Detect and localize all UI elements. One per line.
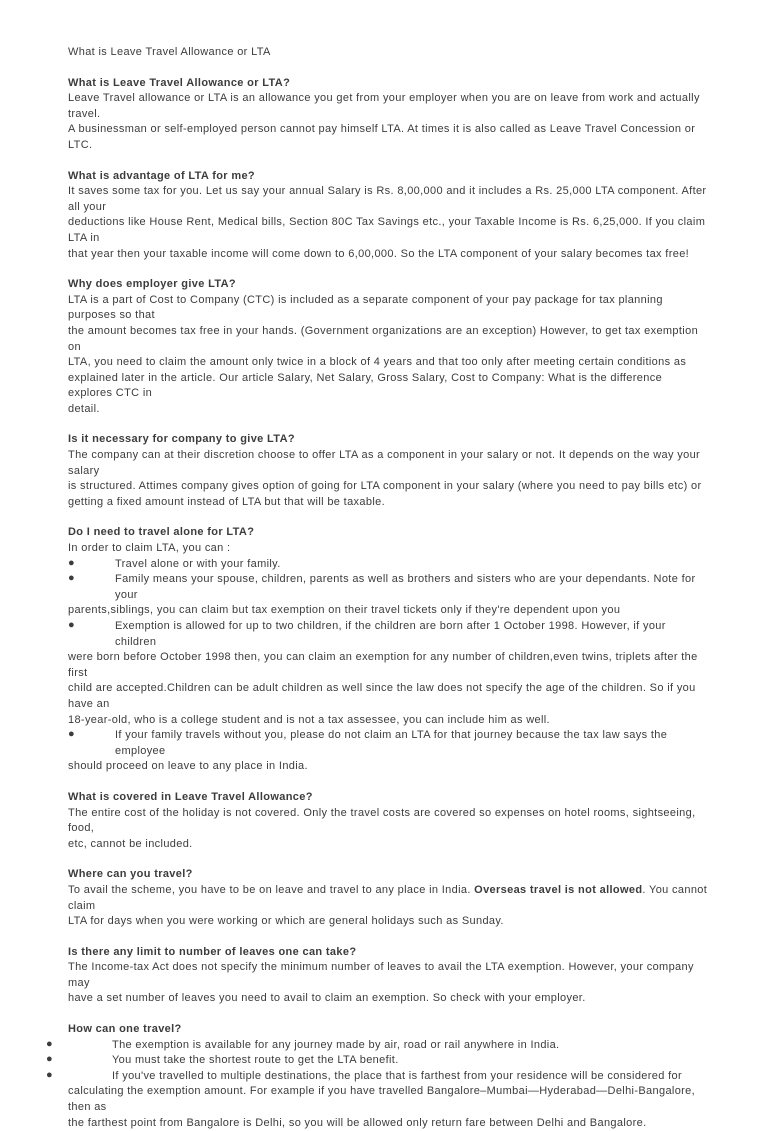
paragraph-line: the amount becomes tax free in your hands. (Government organizations are an exception) However, to get tax exemption on [68, 324, 699, 353]
section-travel-alone [68, 525, 708, 775]
text-run: To avail the scheme, you have to be on leave and travel to any place in India. [68, 883, 475, 896]
paragraph-line: is structured. Attimes company gives option of going for LTA component in your salary (where you need to pay bills etc) or [68, 480, 702, 493]
paragraph-line [68, 883, 708, 914]
section-what-is-lta [68, 76, 708, 154]
paragraph-line: etc, cannot be included. [68, 837, 193, 850]
section-leave-limit [68, 945, 708, 1007]
paragraph-line: have a set number of leaves you need to avail to claim an exemption. So check with your employer. [68, 992, 586, 1005]
bullet-item [46, 1068, 708, 1131]
bullet-line: If your family travels without you, please do not claim an LTA for that journey because the tax law says the employee [115, 729, 668, 757]
bullet-line: the farthest point from Bangalore is Delhi, so you will be allowed only return fare between Delhi and Bangalore. [68, 1116, 647, 1129]
section-heading: Where can you travel? [68, 868, 193, 881]
bullet-line: should proceed on leave to any place in India. [68, 760, 308, 773]
bullet-line: Travel alone or with your family. [115, 557, 281, 570]
bullet-line: If you've travelled to multiple destinations, the place that is farthest from your residence will be considered for [112, 1069, 683, 1082]
paragraph-line: LTA for days when you were working or which are general holidays such as Sunday. [68, 915, 504, 928]
bullet-line: You must take the shortest route to get the LTA benefit. [112, 1054, 399, 1067]
paragraph-line: explained later in the article. Our article Salary, Net Salary, Gross Salary, Cost to Company: What is the difference explores CTC in [68, 371, 663, 400]
paragraph-line: LTA, you need to claim the amount only twice in a block of 4 years and that too only after meeting certain conditions as [68, 356, 687, 369]
bullet-icon: ● [68, 572, 75, 585]
paragraph-line: A businessman or self-employed person cannot pay himself LTA. At times it is also called as Leave Travel Concession or LTC. [68, 123, 696, 151]
paragraph-line: The entire cost of the holiday is not covered. Only the travel costs are covered so expenses on hotel rooms, sightseeing, food, [68, 806, 696, 835]
bullet-item [68, 557, 708, 573]
section-heading: Why does employer give LTA? [68, 278, 236, 291]
paragraph-line: LTA is a part of Cost to Company (CTC) is included as a separate component of your pay package for tax planning purposes so that [68, 293, 663, 322]
bullet-line: Exemption is allowed for up to two children, if the children are born after 1 October 1998. However, if your children [115, 620, 666, 648]
bullet-line: parents,siblings, you can claim but tax exemption on their travel tickets only if they're dependent upon you [68, 604, 621, 617]
bullet-item [68, 728, 708, 775]
bullet-line: calculating the exemption amount. For example if you have travelled Bangalore–Mumbai—Hyderabad—Delhi-Bangalore, then as [68, 1085, 696, 1114]
section-why-employer [68, 277, 708, 417]
section-heading: Is there any limit to number of leaves one can take? [68, 945, 357, 958]
section-heading: What is covered in Leave Travel Allowance? [68, 790, 313, 803]
paragraph-line: detail. [68, 402, 100, 415]
section-covered [68, 790, 708, 852]
bullet-line: Family means your spouse, children, parents as well as brothers and sisters who are your dependants. Note for your [115, 573, 696, 601]
section-heading: What is Leave Travel Allowance or LTA? [68, 76, 291, 89]
paragraph-line: getting a fixed amount instead of LTA but that will be taxable. [68, 495, 385, 508]
bullet-item [46, 1053, 708, 1069]
bullet-icon: ● [68, 728, 75, 741]
section-heading: Is it necessary for company to give LTA? [68, 433, 295, 446]
section-how-travel [46, 1022, 708, 1131]
section-heading: What is advantage of LTA for me? [68, 169, 256, 182]
bullet-item [68, 619, 708, 728]
section-heading: How can one travel? [68, 1023, 182, 1036]
paragraph-line: Leave Travel allowance or LTA is an allowance you get from your employer when you are on leave from work and actually travel. [68, 92, 700, 120]
text-run: . You cannot claim [68, 883, 708, 912]
bullet-icon: ● [68, 619, 75, 631]
bullet-icon: ● [68, 556, 75, 569]
bullet-icon: ● [46, 1068, 53, 1081]
paragraph-line: It saves some tax for you. Let us say your annual Salary is Rs. 8,00,000 and it includes a Rs. 25,000 LTA component. After all your [68, 185, 707, 213]
paragraph-line: In order to claim LTA, you can : [68, 542, 231, 555]
section-heading: Do I need to travel alone for LTA? [68, 526, 255, 539]
bullet-icon: ● [46, 1053, 53, 1066]
paragraph-line: The company can at their discretion choose to offer LTA as a component in your salary or not. It depends on the way your salary [68, 449, 701, 477]
paragraph-line: deductions like House Rent, Medical bills, Section 80C Tax Savings etc., your Taxable Income is Rs. 6,25,000. If you claim LTA in [68, 216, 706, 244]
section-where-travel [68, 867, 708, 929]
bullet-line: 18-year-old, who is a college student and is not a tax assessee, you can include him as well. [68, 713, 550, 726]
paragraph-line: that year then your taxable income will come down to 6,00,000. So the LTA component of your salary becomes tax free! [68, 247, 690, 260]
bullet-icon: ● [46, 1037, 53, 1050]
bullet-item [68, 572, 708, 619]
bullet-item [46, 1037, 708, 1054]
document-title: What is Leave Travel Allowance or LTA [68, 46, 271, 58]
bullet-line: were born before October 1998 then, you can claim an exemption for any number of children,even twins, triplets after the first [68, 651, 698, 679]
bullet-line: The exemption is available for any journey made by air, road or rail anywhere in India. [112, 1038, 560, 1051]
bullet-line: child are accepted.Children can be adult children as well since the law does not specify the age of the children. So if you have an [68, 682, 696, 710]
section-necessary [68, 432, 708, 510]
paragraph-line: The Income-tax Act does not specify the minimum number of leaves to avail the LTA exemption. However, your company may [68, 961, 694, 989]
overseas-not-allowed-emphasis: Overseas travel is not allowed [474, 883, 643, 896]
section-advantage [68, 169, 708, 263]
